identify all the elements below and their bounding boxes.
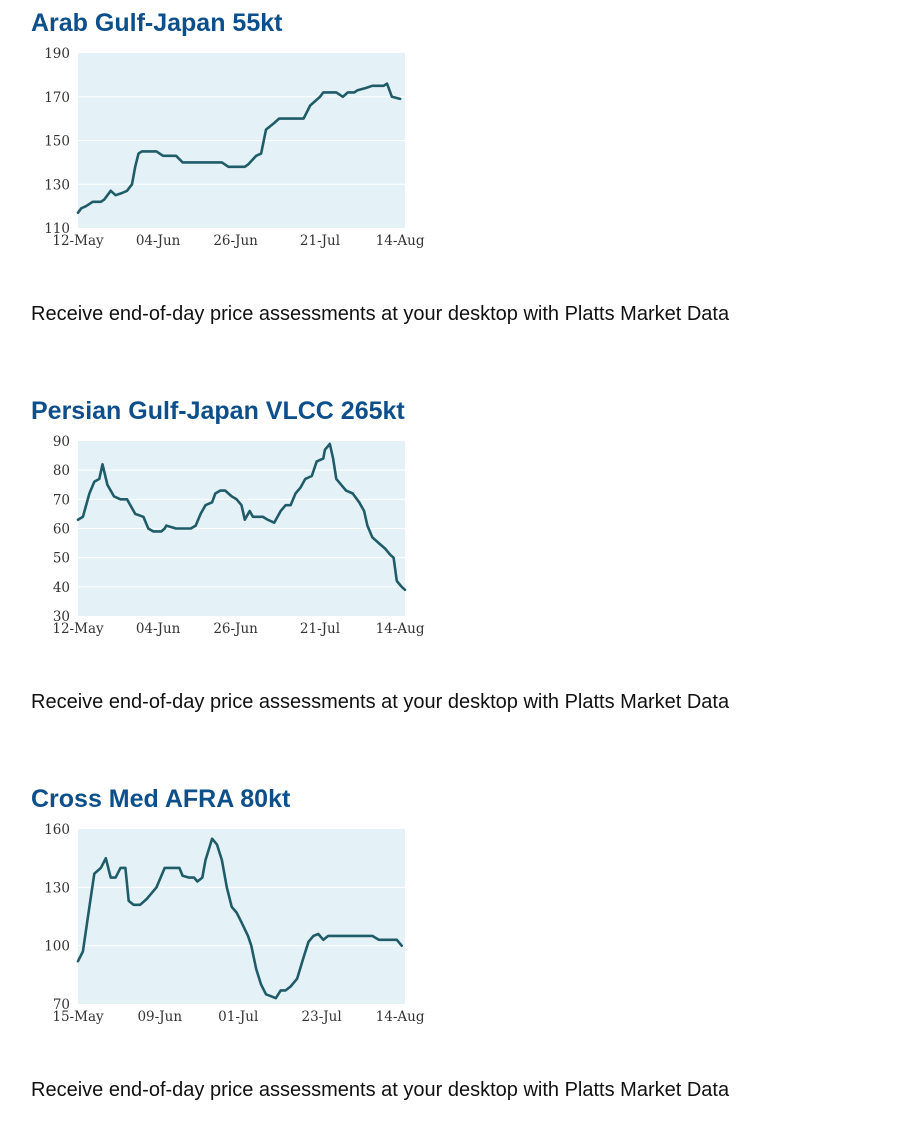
y-tick-label: 190 <box>44 46 70 62</box>
x-tick-label: 15-May <box>52 1009 104 1025</box>
y-tick-label: 100 <box>44 938 70 955</box>
y-tick-label: 40 <box>52 579 70 596</box>
y-tick-label: 50 <box>52 550 70 567</box>
y-tick-label: 70 <box>52 492 70 509</box>
x-tick-label: 21-Jul <box>299 621 341 637</box>
promo-text: Receive end-of-day price assessments at your desktop with Platts Market Data <box>31 1079 730 1101</box>
y-tick-label: 110 <box>44 221 70 237</box>
x-tick-label: 04-Jun <box>135 233 181 249</box>
promo-text: Receive end-of-day price assessments at your desktop with Platts Market Data <box>31 691 730 713</box>
promo-text: Receive end-of-day price assessments at your desktop with Platts Market Data <box>31 303 730 325</box>
x-tick-label: 14-Aug <box>375 233 425 249</box>
y-tick-label: 60 <box>52 521 70 538</box>
y-tick-label: 130 <box>44 177 70 194</box>
x-tick-label: 01-Jul <box>218 1009 259 1025</box>
chart-title: Cross Med AFRA 80kt <box>31 785 291 813</box>
x-tick-label: 23-Jul <box>301 1009 342 1025</box>
x-tick-label: 14-Aug <box>375 621 425 637</box>
x-tick-label: 26-Jun <box>213 621 258 637</box>
line-chart <box>28 430 448 660</box>
chart-title: Persian Gulf-Japan VLCC 265kt <box>31 397 405 425</box>
y-tick-label: 70 <box>52 997 70 1013</box>
x-tick-label: 21-Jul <box>299 233 341 249</box>
y-tick-label: 130 <box>44 880 70 897</box>
plot-area <box>78 829 405 1004</box>
y-tick-label: 90 <box>52 434 70 450</box>
y-tick-label: 30 <box>52 609 70 625</box>
y-tick-label: 80 <box>52 463 70 480</box>
line-chart <box>28 42 448 272</box>
x-tick-label: 04-Jun <box>135 621 181 637</box>
x-tick-label: 12-May <box>52 621 104 637</box>
y-tick-label: 170 <box>44 89 70 106</box>
chart-title: Arab Gulf-Japan 55kt <box>31 9 283 37</box>
x-tick-label: 12-May <box>52 233 104 249</box>
x-tick-label: 14-Aug <box>375 1009 425 1025</box>
line-chart <box>28 818 448 1048</box>
x-tick-label: 09-Jun <box>137 1009 183 1025</box>
y-tick-label: 150 <box>44 133 70 150</box>
y-tick-label: 160 <box>44 822 70 838</box>
x-tick-label: 26-Jun <box>213 233 258 249</box>
